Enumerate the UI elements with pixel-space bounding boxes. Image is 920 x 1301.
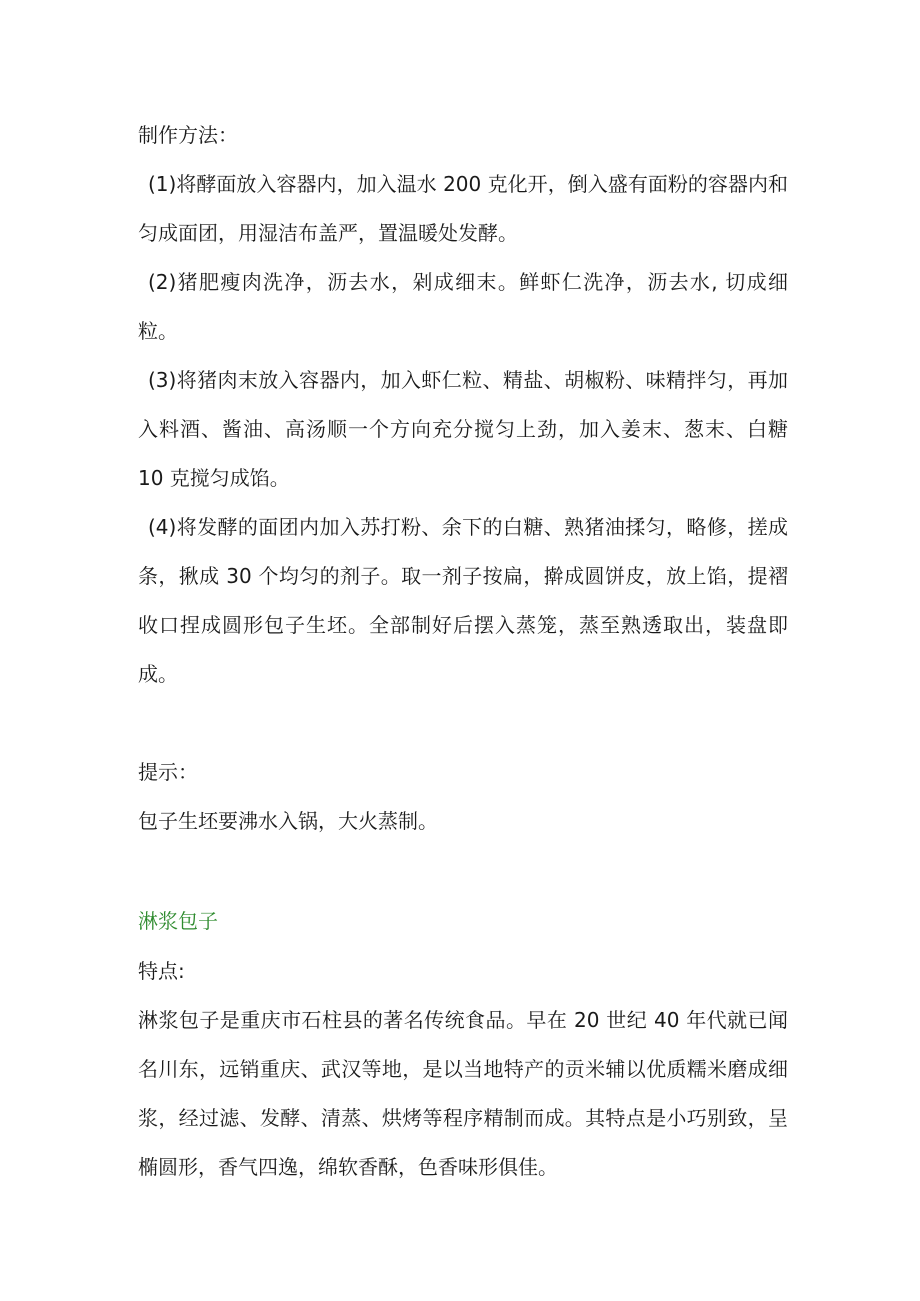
feature-text: 淋浆包子是重庆市石柱县的著名传统食品。早在 20 世纪 40 年代就已闻名川东，远销重庆、武汉等地，是以当地特产的贡米辅以优质糯米磨成细浆，经过滤、发酵、清蒸、烘烤等程序精制而成。其特点是小巧别致，呈椭圆形，香气四逸，绵软香酥，色香味形俱佳。	[138, 1008, 788, 1179]
recipe-title: 淋浆包子	[138, 909, 218, 933]
document-page	[138, 110, 788, 1192]
method-step-4: (4)将发酵的面团内加入苏打粉、余下的白糖、熟猪油揉匀，略修，搓成条，揪成 30 个均匀的剂子。取一剂子按扁，擀成圆饼皮，放上馅，提褶收口捏成圆形包子生坯。全部制好后摆入蒸笼，蒸至熟透取出，装盘即成。	[138, 515, 788, 686]
method-step-1: (1)将酵面放入容器内，加入温水 200 克化开，倒入盛有面粉的容器内和匀成面团，用湿洁布盖严，置温暖处发酵。	[138, 172, 788, 245]
method-step-3: (3)将猪肉末放入容器内，加入虾仁粒、精盐、胡椒粉、味精拌匀，再加入料酒、酱油、高汤顺一个方向充分搅匀上劲，加入姜末、葱末、白糖 10 克搅匀成馅。	[138, 368, 788, 490]
method-step-2: (2)猪肥瘦肉洗净，沥去水，剁成细末。鲜虾仁洗净，沥去水, 切成细粒。	[138, 270, 788, 343]
tip-text: 包子生坯要沸水入锅，大火蒸制。	[138, 809, 438, 833]
feature-heading: 特点:	[138, 959, 185, 983]
tip-heading: 提示：	[138, 760, 198, 784]
section-spacer	[138, 699, 788, 747]
method-heading: 制作方法：	[138, 123, 238, 147]
section-spacer	[138, 846, 788, 896]
